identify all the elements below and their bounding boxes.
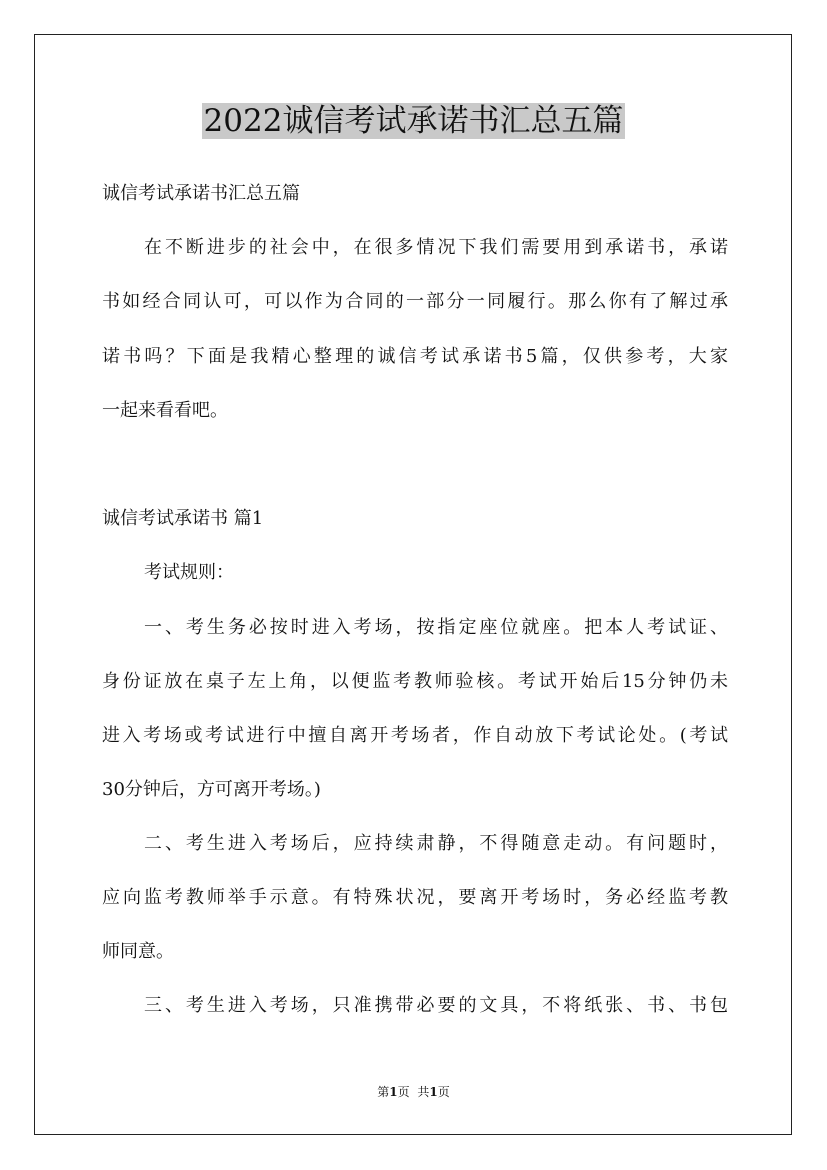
rule-1-line-3: 进入考场或考试进行中擅自离开考场者，作自动放下考试论处。(考试 [102,725,728,746]
document-title [0,100,827,142]
intro-line-2: 书如经合同认可，可以作为合同的一部分一同履行。那么你有了解过承 [102,291,728,312]
rule-1-line-4: 30分钟后，方可离开考场。) [102,779,321,800]
rule-3-line-1: 三、考生进入考场，只准携带必要的文具，不将纸张、书、书包 [144,995,728,1016]
rules-heading: 考试规则： [144,562,234,583]
footer-page-unit: 页 [397,1085,410,1099]
footer-total-number: 1 [429,1085,438,1099]
footer-total-unit: 页 [437,1085,450,1099]
rule-2-line-3: 师同意。 [102,941,174,962]
footer-page-label: 第 [377,1085,390,1099]
rule-1-line-2: 身份证放在桌子左上角，以便监考教师验核。考试开始后15分钟仍未 [102,671,728,692]
intro-line-1: 在不断进步的社会中，在很多情况下我们需要用到承诺书，承诺 [144,237,728,258]
footer-page-number: 1 [389,1085,398,1099]
footer-total-label: 共 [417,1085,430,1099]
intro-line-4: 一起来看看吧。 [102,400,228,421]
intro-line-3: 诺书吗？下面是我精心整理的诚信考试承诺书5篇，仅供参考，大家 [102,346,728,367]
rule-2-line-1: 二、考生进入考场后，应持续肃静，不得随意走动。有问题时， [144,833,728,854]
document-title-text: 2022诚信考试承诺书汇总五篇 [203,103,624,139]
rule-1-line-1: 一、考生务必按时进入考场，按指定座位就座。把本人考试证、 [144,617,728,638]
rule-2-line-2: 应向监考教师举手示意。有特殊状况，要离开考场时，务必经监考教 [102,887,728,908]
page-footer [0,1084,827,1100]
section-heading: 诚信考试承诺书 篇1 [102,508,264,529]
document-subtitle: 诚信考试承诺书汇总五篇 [102,183,300,204]
